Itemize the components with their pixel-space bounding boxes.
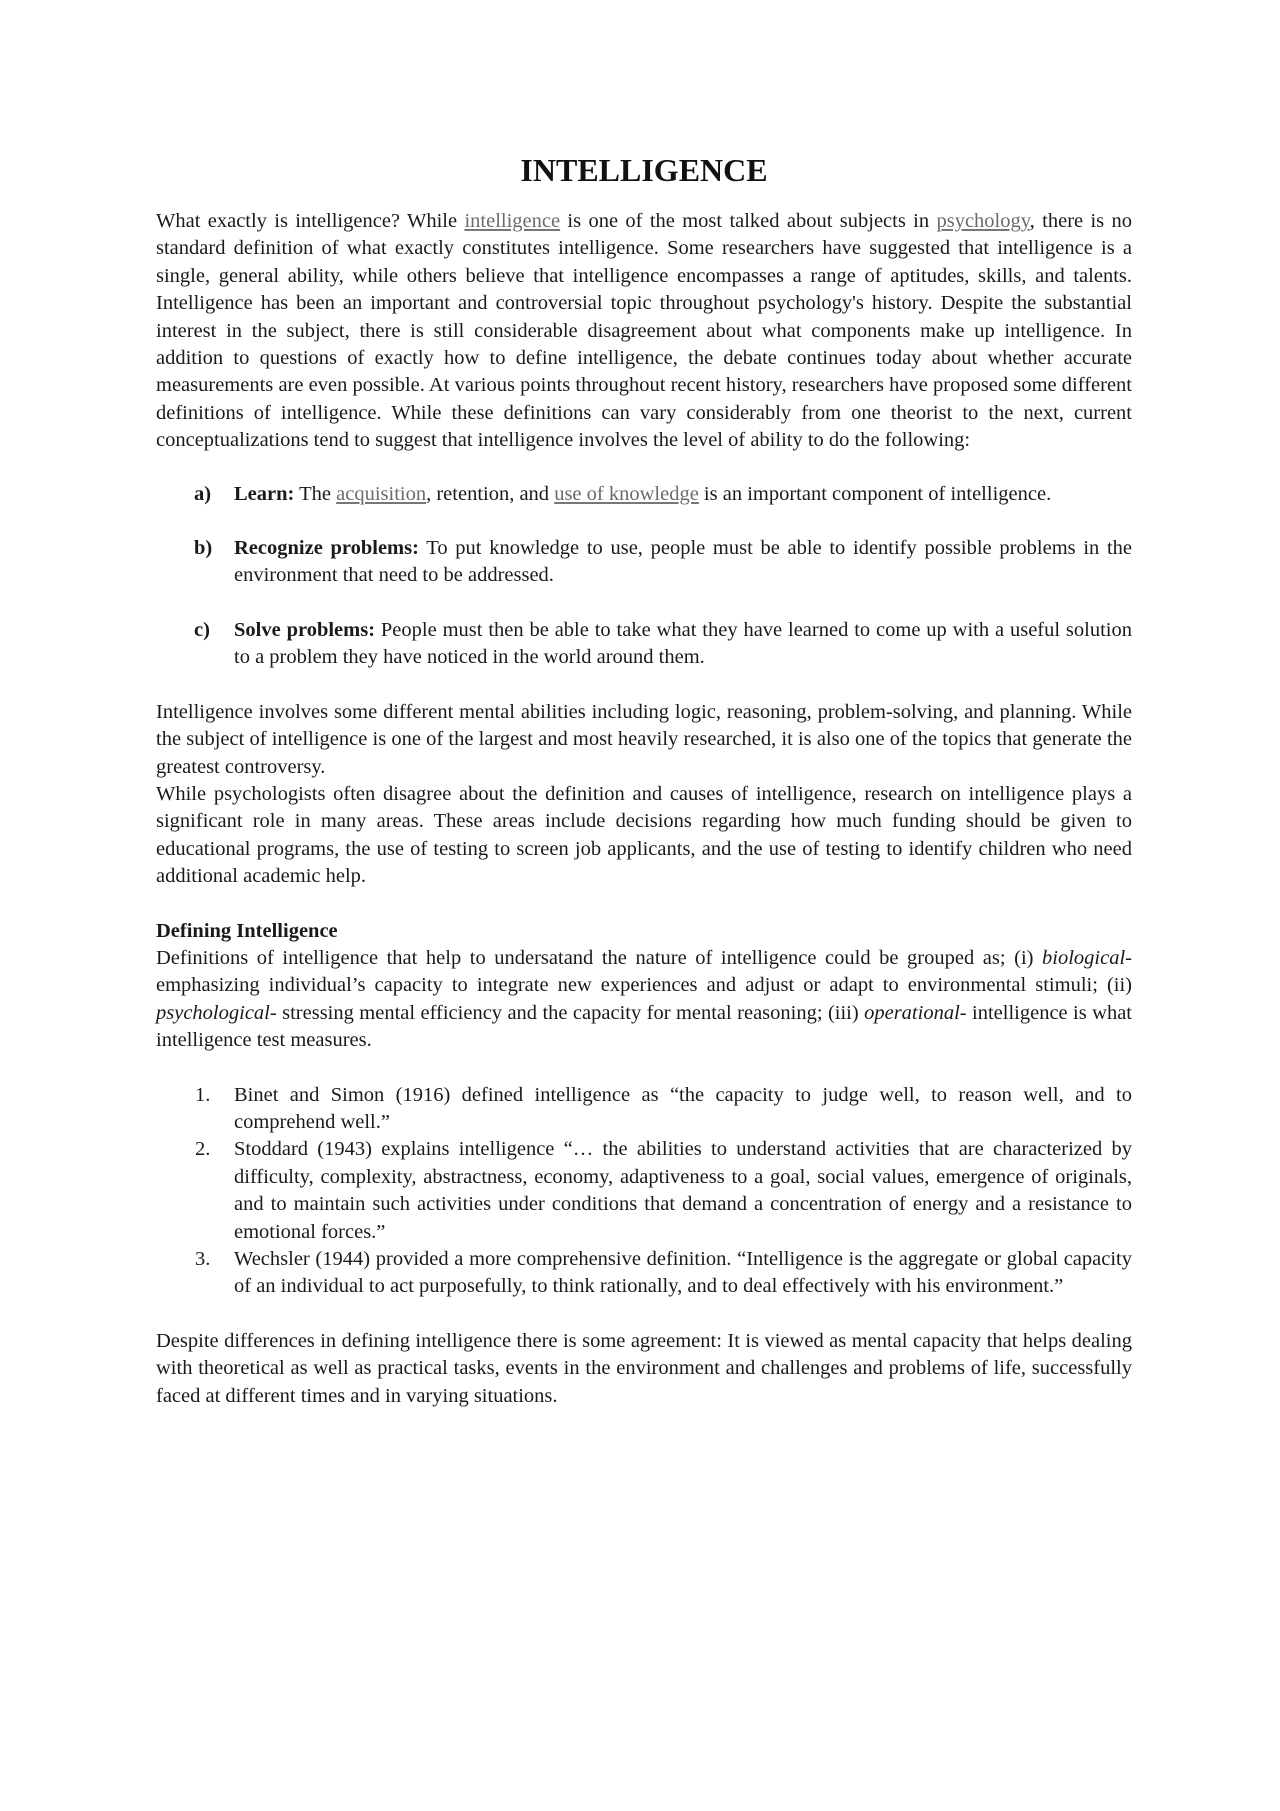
item-text: is an important component of intelligence. [698,482,1052,505]
psychology-link[interactable]: psychology [936,210,1030,232]
term-recognize-problems: Recognize problems: [234,537,419,560]
abilities-list [156,481,1132,672]
defining-text-4: intelligence is what intelligence test measures. [156,1001,1132,1052]
item-text: To put knowledge to use, people must be able to identify possible problems in the environment that need to be addressed. [234,537,1132,587]
intelligence-link[interactable]: intelligence [464,210,561,232]
acquisition-link[interactable]: acquisition [336,482,427,505]
list-marker: b) [194,537,213,560]
list-marker: a) [194,482,212,505]
term-solve-problems: Solve problems: [234,618,376,641]
paragraph-research: While psychologists often disagree about the definition and causes of intelligence, research on intelligence plays a significant role in many areas. These areas include decisions regarding how much funding should be given to educational programs, the use of testing to screen job applicants, and the use of testing to identify children who need additional academic help. [156,782,1132,888]
list-marker: 2. [195,1138,211,1161]
item-text: People must then be able to take what they have learned to come up with a useful solution to a problem they have noticed in the world around them. [234,618,1132,669]
defining-text-3: stressing mental efficiency and the capacity for mental reasoning; (iii) [276,1001,865,1024]
use-of-knowledge-link[interactable]: use of knowledge [554,482,699,505]
list-marker: 1. [195,1083,211,1106]
list-item [156,1136,1132,1246]
intro-paragraph [156,208,1132,455]
page-title: INTELLIGENCE [520,152,768,188]
item-text: The [294,482,337,505]
definition-text: Binet and Simon (1916) defined intelligence as “the capacity to judge well, to reason well, and to comprehend well.” [234,1083,1132,1133]
list-item [156,535,1132,590]
definitions-list [156,1082,1132,1301]
defining-text-2: emphasizing individual’s capacity to integrate new experiences and adjust or adapt to environmental stimuli; (ii) [156,974,1132,997]
definition-text: Stoddard (1943) explains intelligence “… the abilities to understand activities that are characterized by difficulty, complexity, abstractness, economy, adaptiveness to a goal, social values, emergence of originals, and to maintain such activities under conditions that demand a concentration of energy and a resistance to emotional forces.” [234,1138,1132,1243]
section-heading [156,918,1132,945]
definition-text: Wechsler (1944) provided a more comprehensive definition. “Intelligence is the aggregate or global capacity of an individual to act purposefully, to think rationally, and to deal effectively with his environment.” [234,1248,1132,1298]
intro-text-2: is one of the most talked about subjects in [560,210,937,232]
conclusion-paragraph: Despite differences in defining intelligence there is some agreement: It is viewed as mental capacity that helps dealing with theoretical as well as practical tasks, events in the environment and challenges and problems of life, successfully faced at different times and in varying situations. [156,1329,1132,1407]
paragraph-abilities: Intelligence involves some different mental abilities including logic, reasoning, problem-solving, and planning. While the subject of intelligence is one of the largest and most heavily researched, it is also one of the topics that generate the greatest controversy. [156,700,1132,778]
operational-term: operational- [864,1001,967,1024]
section-heading-text: Defining Intelligence [156,919,338,942]
list-marker: 3. [195,1248,211,1270]
term-learn: Learn: [234,482,295,505]
list-marker: c) [194,618,210,641]
list-item [156,617,1132,672]
intro-text-1: What exactly is intelligence? While [156,210,465,232]
defining-text-1: Definitions of intelligence that help to undersatand the nature of intelligence could be grouped as; (i) [156,946,1043,969]
psychological-term: psychological- [156,1001,277,1024]
defining-paragraph [156,945,1132,1055]
item-text: , retention, and [426,482,555,505]
list-item [156,481,1132,508]
list-item [156,1246,1132,1301]
intro-text-3: , there is no standard definition of what exactly constitutes intelligence. Some researchers have suggested that intelligence is a single, general ability, while others believe that intelligence encompasses a range of aptitudes, skills, and talents. Intelligence has been an important and controversial topic throughout psychology's history. Despite the substantial interest in the subject, there is still considerable disagreement about what components make up intelligence. In addition to questions of exactly how to define intelligence, the debate continues today about whether accurate measurements are even possible. At various points throughout recent history, researchers have proposed some different definitions of intelligence. While these definitions can vary considerably from one theorist to the next, current conceptualizations tend to suggest that intelligence involves the level of ability to do the following: [156,210,1132,452]
document-page [156,150,1132,1410]
list-item [156,1082,1132,1137]
biological-term: biological- [1042,946,1132,969]
